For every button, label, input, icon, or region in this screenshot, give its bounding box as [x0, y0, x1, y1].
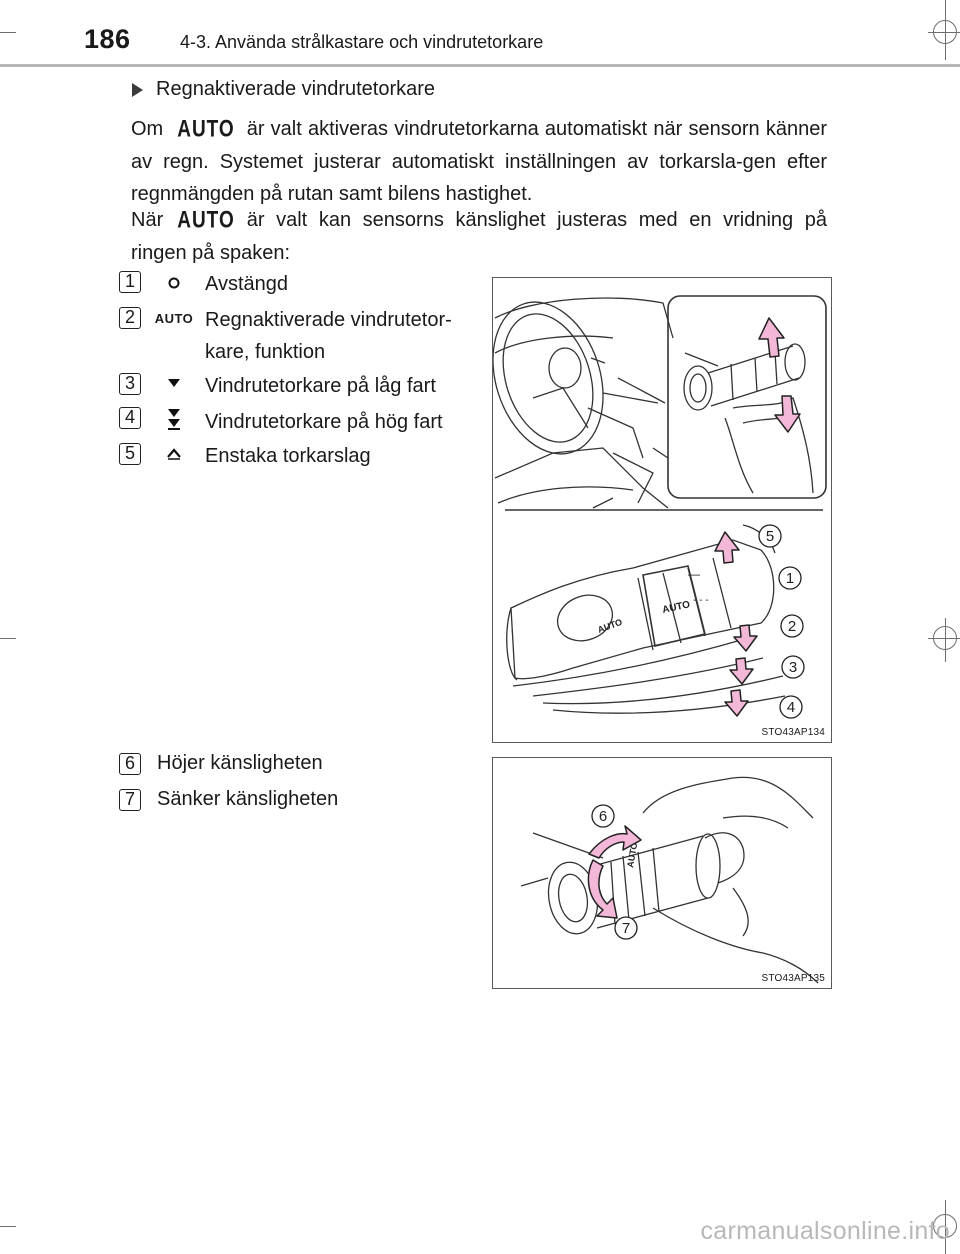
callout-label: 2	[787, 618, 797, 635]
paragraph-body: är valt kan sensorns känslighet justeras med en vridning på ringen på spaken:	[131, 209, 827, 264]
paragraph-auto-description	[131, 113, 827, 210]
off-circle-icon	[158, 276, 190, 290]
callout-number: 2	[119, 307, 141, 329]
lever-illustration	[493, 278, 831, 742]
lever-fast-label: - - -	[693, 595, 709, 606]
mode-auto-text: Regnaktiverade vindrutetor-kare, funktion	[205, 309, 452, 363]
sensitivity-down-text: Sänker känsligheten	[157, 788, 339, 810]
header-rule	[0, 64, 960, 67]
up-arrow-icon	[759, 318, 784, 357]
mode-high-text: Vindrutetorkare på hög fart	[205, 411, 443, 433]
callout-number: 3	[119, 373, 141, 395]
up-arrow-icon	[715, 532, 739, 563]
figure-caption: STO43AP134	[761, 727, 825, 738]
double-down-arrow-icon	[158, 408, 190, 430]
callout-label: 3	[788, 659, 798, 676]
page-number: 186	[84, 24, 131, 54]
section-title: 4-3. Använda strålkastare och vindrutetorkare	[180, 32, 544, 52]
callout-number: 5	[119, 443, 141, 465]
crop-mark	[0, 1226, 16, 1227]
down-arrow-icon	[734, 625, 757, 651]
heading-text: Regnaktiverade vindrutetorkare	[156, 78, 436, 100]
lever-auto-label: AUTO	[596, 616, 624, 635]
registration-mark-icon	[933, 626, 957, 650]
paragraph-lead-word: Om	[131, 118, 164, 140]
bullet-triangle-icon	[132, 83, 143, 97]
mode-single-text: Enstaka torkarslag	[205, 445, 371, 467]
auto-icon: AUTO	[154, 311, 194, 326]
up-chevron-icon	[158, 448, 190, 460]
down-arrow-icon	[775, 396, 800, 432]
callout-number: 1	[119, 271, 141, 293]
auto-icon: AUTO	[177, 116, 235, 143]
figure-caption: STO43AP135	[761, 973, 825, 984]
watermark: carmanualsonline.info	[700, 1217, 950, 1245]
callout-number: 6	[119, 753, 141, 775]
callout-label: 5	[765, 528, 775, 545]
figure-sensitivity-ring	[492, 757, 832, 989]
mode-off-text: Avstängd	[205, 273, 289, 295]
ring-auto-label: AUTO	[625, 841, 640, 869]
paragraph-body: är valt aktiveras vindrutetorkarna automatiskt när sensorn känner av regn. Systemet justerar automatiskt inställningen av torkarsla-gen efter regnmängden på rutan samt bilens hastighet.	[131, 118, 827, 205]
callout-label: 7	[621, 920, 631, 937]
down-arrow-icon	[725, 690, 748, 716]
crop-mark	[0, 638, 16, 639]
callout-label: 4	[786, 699, 796, 716]
lever-auto-label: AUTO	[661, 599, 692, 616]
single-down-arrow-icon	[158, 378, 190, 388]
callout-label: 1	[785, 570, 795, 587]
subsection-heading	[132, 78, 435, 101]
registration-mark-icon	[933, 20, 957, 44]
callout-number: 7	[119, 789, 141, 811]
paragraph-sensitivity	[131, 204, 827, 269]
crop-mark	[0, 32, 16, 33]
callout-label: 6	[598, 808, 608, 825]
auto-icon: AUTO	[177, 207, 235, 234]
mode-low-text: Vindrutetorkare på låg fart	[205, 375, 436, 397]
ring-illustration	[493, 758, 831, 988]
figure-wiper-lever	[492, 277, 832, 743]
callout-number: 4	[119, 407, 141, 429]
paragraph-lead-word: När	[131, 209, 164, 231]
sensitivity-up-text: Höjer känsligheten	[157, 752, 323, 774]
lever-slow-label: —	[688, 567, 700, 581]
